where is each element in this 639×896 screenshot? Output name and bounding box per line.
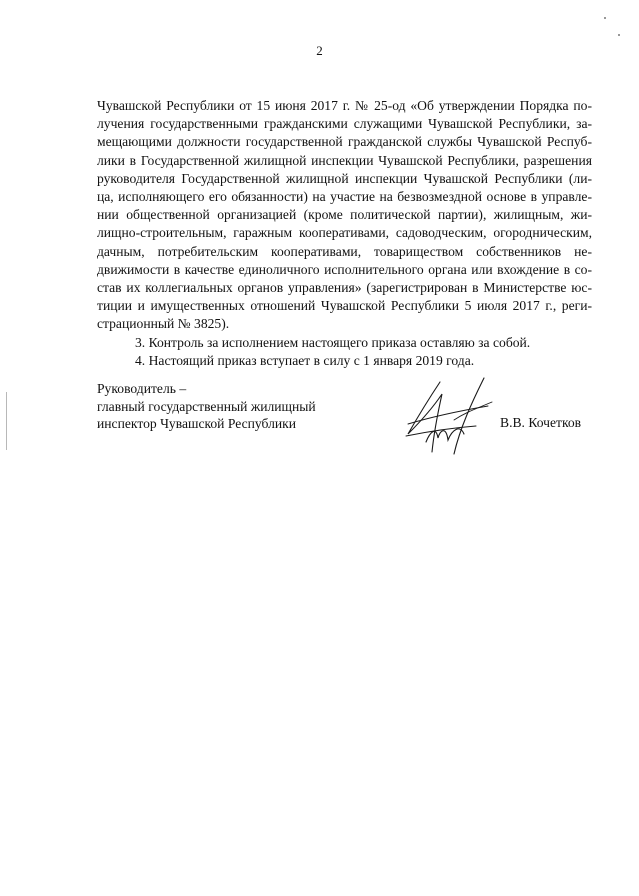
body-line: страционный № 3825).: [97, 316, 230, 332]
signatory-name: В.В. Кочетков: [500, 415, 582, 430]
signatory-title-line: главный государственный жилищный: [97, 398, 316, 414]
body-line: лики в Государственной жилищной инспекции Чувашской Республики, разрешения: [97, 152, 592, 168]
body-line: тиции и имущественных отношений Чувашской Республики 5 июля 2017 г., реги-: [97, 298, 592, 314]
order-body-text: [97, 97, 592, 370]
scan-speck: [604, 17, 606, 19]
handwritten-signature: [398, 372, 498, 464]
body-line: лищно-строительным, гаражным кооперативами, садоводческим, огородническим,: [97, 225, 592, 241]
body-line: руководителя Государственной жилищной инспекции Чувашской Республики (ли-: [97, 170, 592, 186]
body-line: лучения государственными гражданскими служащими Чувашской Республики, за-: [97, 116, 592, 132]
signatory-title-line: Руководитель –: [97, 381, 187, 396]
body-line: нии общественной организацией (кроме политической партии), жилищным, жи-: [97, 207, 592, 223]
scan-margin-mark: [6, 392, 7, 450]
signatory-title-line: инспектор Чувашской Республики: [97, 416, 297, 431]
body-line: став их коллегиальных органов управления» (зарегистрирован в Министерстве юс-: [97, 280, 592, 296]
scan-speck: [618, 34, 620, 36]
paragraph-3: 3. Контроль за исполнением настоящего приказа оставляю за собой.: [135, 334, 531, 350]
paragraph-4: 4. Настоящий приказ вступает в силу с 1 января 2019 года.: [135, 352, 475, 368]
body-line: ца, исполняющего его обязанности) на участие на безвозмездной основе в управле-: [97, 189, 592, 205]
body-line: дачным, потребительским кооперативами, товариществом собственников не-: [97, 243, 592, 259]
body-line: мещающими должности государственной гражданской службы Чувашской Респуб-: [97, 134, 592, 150]
body-line: движимости в качестве единоличного исполнительного органа или вхождение в со-: [97, 261, 592, 277]
body-line: Чувашской Республики от 15 июня 2017 г. № 25-од «Об утверждении Порядка по-: [97, 98, 592, 113]
signatory-title: [97, 380, 316, 433]
page-number: 2: [316, 43, 323, 58]
